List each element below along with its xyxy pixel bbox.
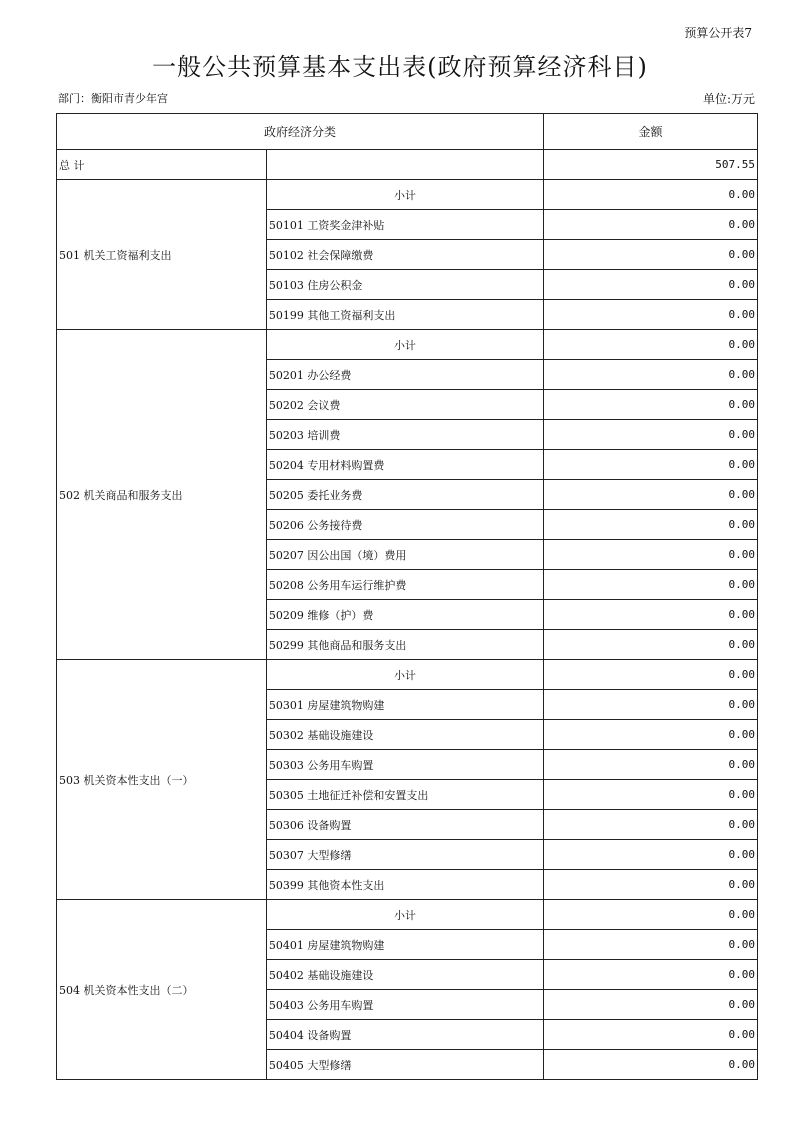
- item-amount: 0.00: [544, 360, 758, 390]
- column-header-amount: 金额: [544, 114, 758, 150]
- item-label: 50302 基础设施建设: [266, 720, 543, 750]
- item-amount: 0.00: [544, 870, 758, 900]
- total-amount: 507.55: [544, 150, 758, 180]
- item-label: 50306 设备购置: [266, 810, 543, 840]
- item-label: 50205 委托业务费: [266, 480, 543, 510]
- item-amount: 0.00: [544, 390, 758, 420]
- subtotal-row: [57, 180, 758, 210]
- item-amount: 0.00: [544, 840, 758, 870]
- item-amount: 0.00: [544, 450, 758, 480]
- item-label: 50301 房屋建筑物购建: [266, 690, 543, 720]
- item-amount: 0.00: [544, 630, 758, 660]
- item-label: 50404 设备购置: [266, 1020, 543, 1050]
- item-label: 50305 土地征迁补偿和安置支出: [266, 780, 543, 810]
- unit-label: 单位:万元: [702, 92, 755, 106]
- item-label: 50102 社会保障缴费: [266, 240, 543, 270]
- total-empty-cell: [266, 150, 543, 180]
- item-label: 50402 基础设施建设: [266, 960, 543, 990]
- item-label: 50208 公务用车运行维护费: [266, 570, 543, 600]
- item-amount: 0.00: [544, 750, 758, 780]
- subtotal-amount: 0.00: [544, 330, 758, 360]
- item-label: 50303 公务用车购置: [266, 750, 543, 780]
- subtotal-amount: 0.00: [544, 180, 758, 210]
- item-label: 50405 大型修缮: [266, 1050, 543, 1080]
- total-label: 总 计: [57, 150, 267, 180]
- item-amount: 0.00: [544, 930, 758, 960]
- budget-table: [56, 113, 758, 1080]
- item-label: 50401 房屋建筑物购建: [266, 930, 543, 960]
- subtotal-row: [57, 900, 758, 930]
- item-amount: 0.00: [544, 960, 758, 990]
- group-label: 501 机关工资福利支出: [57, 180, 267, 330]
- item-amount: 0.00: [544, 210, 758, 240]
- column-header-classification: 政府经济分类: [57, 114, 544, 150]
- item-amount: 0.00: [544, 690, 758, 720]
- item-amount: 0.00: [544, 240, 758, 270]
- item-label: 50201 办公经费: [266, 360, 543, 390]
- subtotal-label: 小计: [266, 900, 543, 930]
- subtotal-amount: 0.00: [544, 660, 758, 690]
- item-label: 50103 住房公积金: [266, 270, 543, 300]
- item-label: 50199 其他工资福利支出: [266, 300, 543, 330]
- subtotal-amount: 0.00: [544, 900, 758, 930]
- item-label: 50203 培训费: [266, 420, 543, 450]
- page-title: 一般公共预算基本支出表(政府预算经济科目): [152, 53, 648, 81]
- item-label: 50307 大型修缮: [266, 840, 543, 870]
- subtotal-label: 小计: [266, 330, 543, 360]
- item-amount: 0.00: [544, 270, 758, 300]
- item-amount: 0.00: [544, 1020, 758, 1050]
- department-label: 部门：衡阳市青少年宫: [58, 92, 168, 105]
- item-amount: 0.00: [544, 990, 758, 1020]
- item-label: 50399 其他资本性支出: [266, 870, 543, 900]
- item-label: 50299 其他商品和服务支出: [266, 630, 543, 660]
- group-label: 503 机关资本性支出（一）: [57, 660, 267, 900]
- item-label: 50403 公务用车购置: [266, 990, 543, 1020]
- item-amount: 0.00: [544, 780, 758, 810]
- item-amount: 0.00: [544, 510, 758, 540]
- item-amount: 0.00: [544, 480, 758, 510]
- subtotal-label: 小计: [266, 180, 543, 210]
- subtotal-row: [57, 330, 758, 360]
- table-body: [57, 150, 758, 1080]
- item-amount: 0.00: [544, 420, 758, 450]
- item-amount: 0.00: [544, 810, 758, 840]
- item-amount: 0.00: [544, 540, 758, 570]
- total-row: [57, 150, 758, 180]
- item-label: 50207 因公出国（境）费用: [266, 540, 543, 570]
- item-label: 50209 维修（护）费: [266, 600, 543, 630]
- item-amount: 0.00: [544, 300, 758, 330]
- group-label: 502 机关商品和服务支出: [57, 330, 267, 660]
- group-label: 504 机关资本性支出（二）: [57, 900, 267, 1080]
- item-amount: 0.00: [544, 600, 758, 630]
- item-label: 50206 公务接待费: [266, 510, 543, 540]
- form-number: 预算公开表7: [684, 26, 752, 40]
- item-amount: 0.00: [544, 1050, 758, 1080]
- item-label: 50202 会议费: [266, 390, 543, 420]
- subtotal-label: 小计: [266, 660, 543, 690]
- item-label: 50204 专用材料购置费: [266, 450, 543, 480]
- item-amount: 0.00: [544, 570, 758, 600]
- item-label: 50101 工资奖金津补贴: [266, 210, 543, 240]
- table-header-row: [57, 114, 758, 150]
- subtotal-row: [57, 660, 758, 690]
- item-amount: 0.00: [544, 720, 758, 750]
